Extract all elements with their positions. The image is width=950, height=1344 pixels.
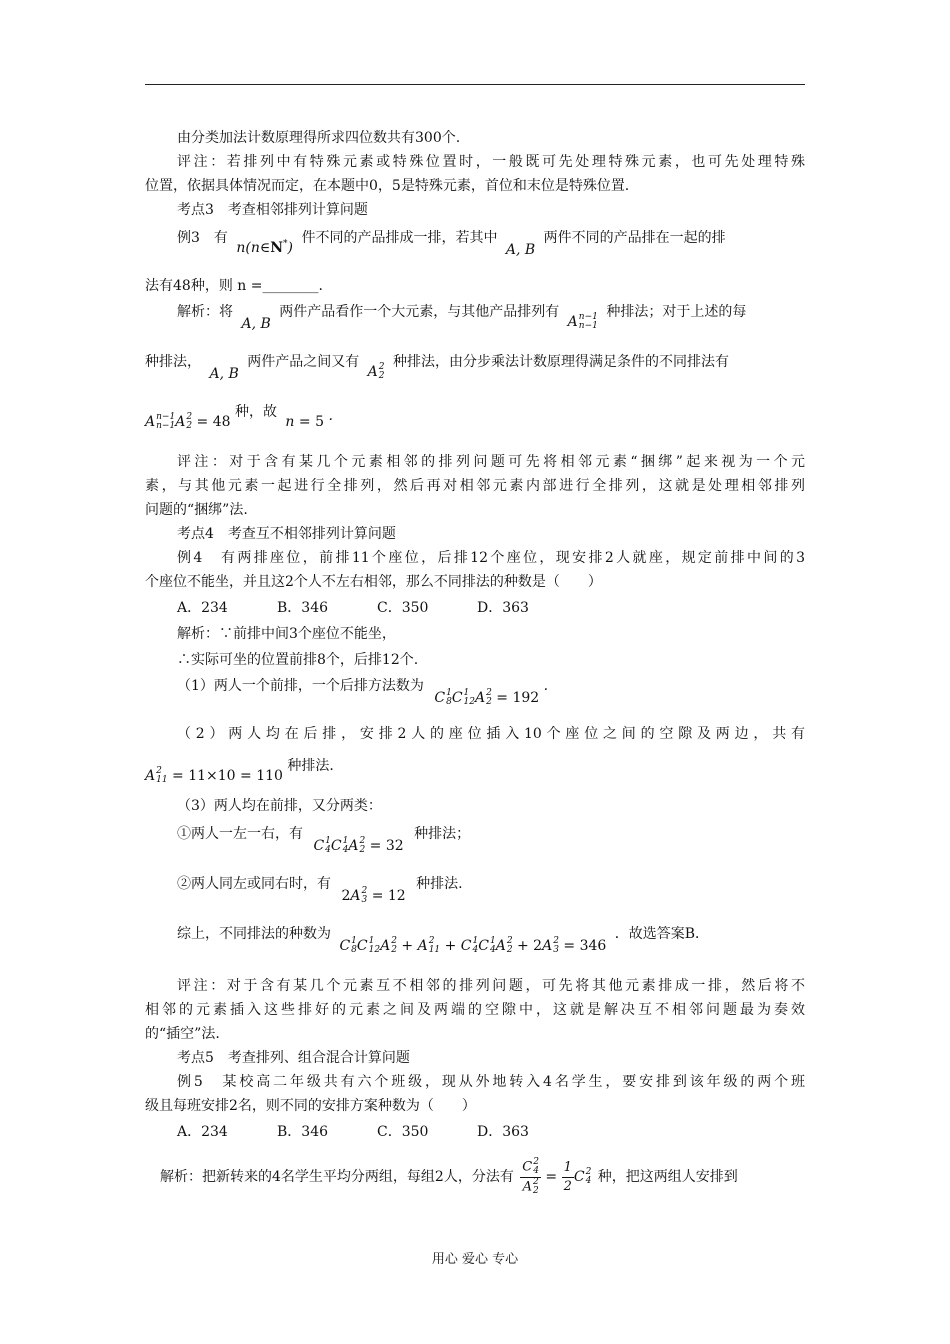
- paragraph-line: ②两人同左或同右时，有 2A 2 3 = 12 种排法.: [177, 876, 463, 905]
- paragraph-line: 级且每班安排2名，则不同的安排方案种数为（ ）: [145, 1098, 476, 1114]
- math-expression: A 2 11 = 11×10 = 110: [145, 766, 283, 785]
- paragraph-line: 解析：∵前排中间3个座位不能坐，: [177, 626, 396, 642]
- paragraph-line: 位置，依据具体情况而定，在本题中0，5是特殊元素，首位和末位是特殊位置.: [145, 178, 630, 194]
- paragraph-line: 的“插空”法.: [145, 1026, 220, 1042]
- option-d: D．363: [477, 1124, 529, 1140]
- math-expression: A, B: [209, 366, 239, 382]
- math-expression: 2A 2 3 = 12: [341, 886, 406, 905]
- paragraph-line: 种排法， A, B 两件产品之间又有 A 2 2 种排法，由分步乘法计数原理得满足条件的不同排法有: [145, 354, 729, 382]
- paragraph-line: ∴实际可坐的位置前排8个，后排12个.: [177, 652, 419, 668]
- paragraph-line: 问题的“捆绑”法.: [145, 502, 248, 518]
- math-expression: A 2 2: [367, 362, 385, 381]
- paragraph-line: 相邻的元素插入这些排好的元素之间及两端的空隙中，这就是解决互不相邻问题最为奏效: [145, 1002, 805, 1018]
- header-rule: [145, 84, 805, 85]
- paragraph-line: 评注：若排列中有特殊元素或特殊位置时，一般既可先处理特殊元素，也可先处理特殊: [177, 154, 805, 170]
- page-footer: 用心 爱心 专心: [431, 1252, 519, 1267]
- example-line: 例5 某校高二年级共有六个班级，现从外地转入4名学生，要安排到该年级的两个班: [177, 1074, 805, 1090]
- math-expression: C 1 4 C 1 4 A 2 2 = 32: [313, 836, 404, 855]
- math-expression: A, B: [241, 316, 271, 332]
- paragraph-line: （2）两人均在后排，安排2人的座位插入10个座位之间的空隙及两边，共有: [177, 726, 805, 742]
- example-line: 例4 有两排座位，前排11个座位，后排12个座位，现安排2人就座，规定前排中间的3: [177, 550, 805, 566]
- answer-options: [177, 598, 805, 618]
- paragraph-line: 评注：对于含有某几个元素互不相邻的排列问题，可先将其他元素排成一排，然后将不: [177, 978, 805, 994]
- math-expression: A n−1 n−1: [567, 312, 598, 331]
- option-c: C．350: [377, 1124, 429, 1140]
- paragraph-line: （1）两人一个前排，一个后排方法数为 C 1 8 C 1 12 A 2 2 = 192 .: [177, 678, 549, 707]
- paragraph-line: 个座位不能坐，并且这2个人不左右相邻，那么不同排法的种数是（ ）: [145, 574, 602, 590]
- paragraph-line: 解析：将 A, B 两件产品看作一个大元素，与其他产品排列有 A n−1 n−1 种排法；对于上述的每: [177, 304, 747, 332]
- math-expression: C 2 4 A 2 2 = $\frac{1}{2}$ C 2 4: [522, 1157, 592, 1196]
- example-line: 例3 有 n(n∈N*) 件不同的产品排成一排，若其中 A, B 两件不同的产品排在一起的排: [177, 230, 726, 258]
- section-heading: 考点5 考查排列、组合混合计算问题: [177, 1050, 410, 1066]
- paragraph-line: A n−1 n−1 A 2 2 = 48 种，故 n = 5 .: [145, 404, 333, 431]
- math-expression: n(n∈N*): [236, 239, 293, 256]
- option-b: B．346: [277, 600, 329, 616]
- paragraph-line: 综上，不同排法的种数为 C 1 8 C 1 12 A 2 2 + A 2 11 + C 1 4 C 1 4 A 2 2 + 2A 2 3 = 346 ．故选答案B．: [177, 926, 710, 955]
- paragraph-line: 法有48种，则 n =________.: [145, 278, 323, 294]
- section-heading: 考点3 考查相邻排列计算问题: [177, 202, 368, 218]
- option-d: D．363: [477, 600, 529, 616]
- paragraph-line: 素，与其他元素一起进行全排列，然后再对相邻元素内部进行全排列，这就是处理相邻排列: [145, 478, 805, 494]
- paragraph-line: A 2 11 = 11×10 = 110 种排法.: [145, 758, 334, 785]
- option-c: C．350: [377, 600, 429, 616]
- paragraph-line: 解析：把新转来的4名学生平均分两组，每组2人，分法有 C 2 4 A 2 2 = $\frac{1}{2}$ C 2 4 种，把这两组人安排到: [160, 1157, 738, 1196]
- option-a: A．234: [177, 600, 228, 616]
- paragraph-line: 评注：对于含有某几个元素相邻的排列问题可先将相邻元素“捆绑”起来视为一个元: [177, 454, 805, 470]
- paragraph-line: ①两人一左一右，有 C 1 4 C 1 4 A 2 2 = 32 种排法；: [177, 826, 471, 855]
- paragraph-line: （3）两人均在前排，又分两类：: [177, 798, 382, 814]
- math-expression: C 1 8 C 1 12 A 2 2 + A 2 11 + C 1 4 C 1 4 A 2 2 + 2A 2 3 = 346: [339, 936, 607, 955]
- section-heading: 考点4 考查互不相邻排列计算问题: [177, 526, 396, 542]
- math-expression: A n−1 n−1 A 2 2 = 48: [145, 412, 231, 431]
- option-a: A．234: [177, 1124, 228, 1140]
- answer-options: [177, 1122, 805, 1142]
- math-expression: A, B: [505, 242, 536, 258]
- option-b: B．346: [277, 1124, 329, 1140]
- math-expression: C 1 8 C 1 12 A 2 2 = 192: [434, 688, 540, 707]
- math-expression: n = 5: [285, 414, 324, 430]
- paragraph-line: 由分类加法计数原理得所求四位数共有300个.: [177, 130, 461, 146]
